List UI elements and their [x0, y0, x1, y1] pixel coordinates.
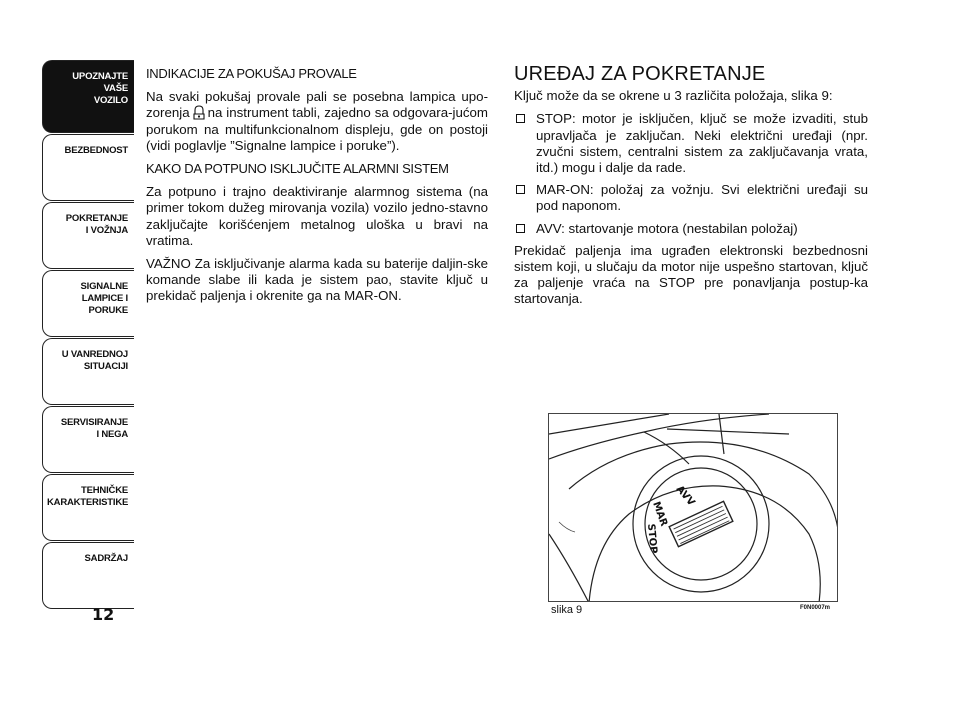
tab-pokretanje-i-voznja[interactable]: POKRETANJE I VOŽNJA: [42, 202, 134, 269]
paragraph-intro: Ključ može da se okrene u 3 različita položaja, slika 9:: [514, 88, 833, 104]
figure-code: F0N0007m: [800, 605, 831, 611]
tab-signalne-lampice[interactable]: SIGNALNE LAMPICE I PORUKE: [42, 270, 134, 337]
left-column: [146, 66, 488, 312]
list-item-stop: STOP: motor je isključen, ključ se može izvaditi, stub upravljača je zaključan. Neki električni uređaji (npr. zvučni sistem, centralni sistem za zaključavanja vrata, itd.) mogu i dalje da rade.: [514, 111, 868, 176]
page-number: 12: [92, 605, 115, 624]
figure-caption: slika 9: [551, 604, 583, 616]
tab-upoznajte-vase-vozilo[interactable]: UPOZNAJTE VAŠE VOZILO: [42, 60, 134, 133]
right-column: [514, 63, 868, 315]
alarm-warning-icon: [192, 105, 206, 120]
tab-u-vanrednoj-situaciji[interactable]: U VANREDNOJ SITUACIJI: [42, 338, 134, 405]
label-mar: MAR: [650, 500, 670, 528]
tab-sadrzaj[interactable]: SADRŽAJ: [42, 542, 134, 609]
positions-list: [514, 111, 868, 236]
chapter-tabs: [42, 60, 134, 610]
label-stop: STOP: [645, 523, 659, 555]
paragraph-disable-alarm: Za potpuno i trajno deaktiviranje alarmnog sistema (na primer tokom dužeg mirovanja vozila) vozilo jedno-stavno zaključajte korišćenjem metalnog uloška u bravi na vratima.: [146, 184, 488, 248]
section-title: UREĐAJ ZA POKRETANJE: [514, 63, 766, 85]
list-item-mar-on: MAR-ON: položaj za vožnju. Svi električni uređaji su pod naponom.: [514, 182, 868, 214]
paragraph-break-in: Na svaki pokušaj provale pali se posebna lampica upo-zorenja na instrument tabli, zajedno sa odgovara-jućom porukom na multifunkcionalnom displeju, gde on postoji (vidi poglavlje ”Signalne lampice i poruke”).: [146, 89, 488, 153]
tab-tehnicke-karakteristike[interactable]: TEHNIČKE KARAKTERISTIKE: [42, 474, 134, 541]
paragraph-important: VAŽNO Za isključivanje alarma kada su baterije daljin-ske komande slabe ili kada je sistem pao, stavite ključ u prekidač paljenja i okrenite ga na MAR-ON.: [146, 256, 488, 304]
label-avv: AVV: [673, 483, 697, 509]
ignition-switch-illustration: [549, 414, 838, 602]
heading-break-in-indication: INDIKACIJE ZA POKUŠAJ PROVALE: [146, 66, 357, 81]
heading-disable-alarm: KAKO DA POTPUNO ISKLJUČITE ALARMNI SISTEM: [146, 161, 449, 177]
tab-bezbednost[interactable]: BEZBEDNOST: [42, 134, 134, 201]
tab-servisiranje-i-nega[interactable]: SERVISIRANJE I NEGA: [42, 406, 134, 473]
ignition-figure: [548, 413, 838, 602]
list-item-avv: AVV: startovanje motora (nestabilan položaj): [514, 221, 868, 237]
paragraph-immobilizer: Prekidač paljenja ima ugrađen elektronski bezbednosni sistem koji, u slučaju da motor nije uspešno startovan, ključ za paljenje vraća na STOP pre ponavljanja postup-ka startovanja.: [514, 242, 868, 307]
